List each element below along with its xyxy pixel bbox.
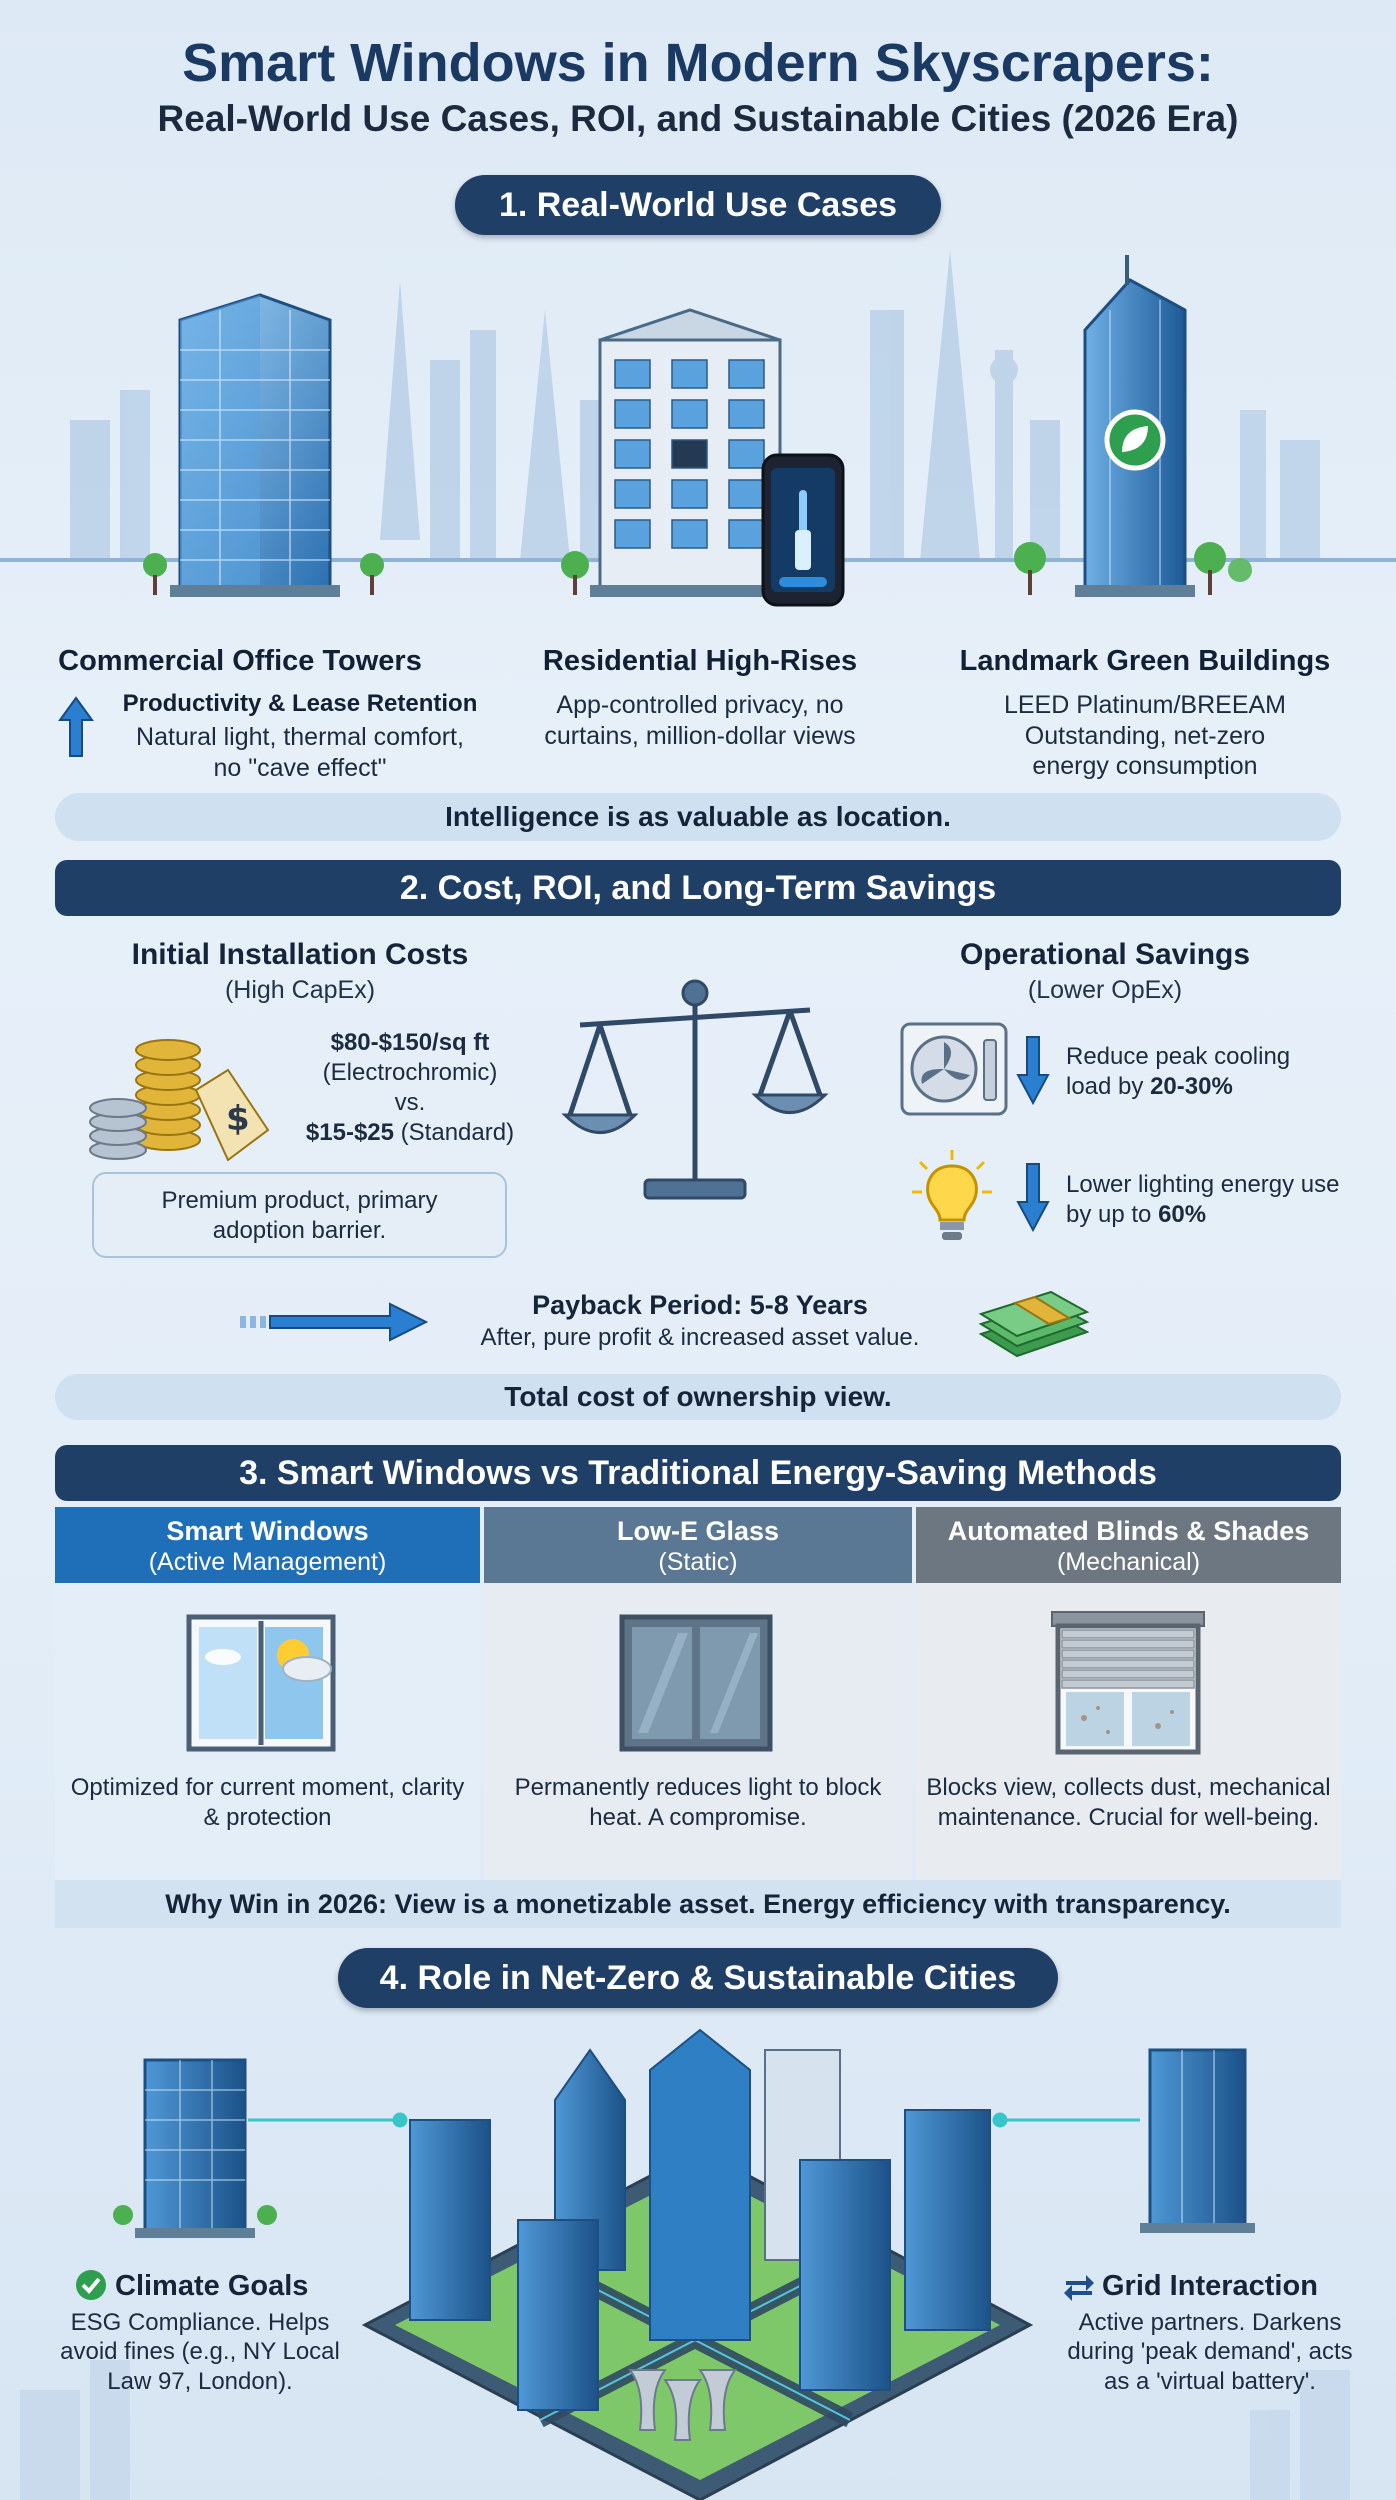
- section2-heading: 2. Cost, ROI, and Long-Term Savings: [55, 860, 1341, 916]
- use-case-residential-text: App-controlled privacy, no curtains, million-dollar views: [544, 691, 856, 750]
- price-standard-note: (Standard): [400, 1119, 515, 1146]
- smart-city-illustration: [0, 2010, 1396, 2500]
- operational-savings-title: Operational Savings: [959, 938, 1251, 971]
- grid-interaction-title: Grid Interaction: [1102, 2270, 1318, 2302]
- col-low-e-sub: (Static): [658, 1548, 738, 1577]
- col-smart-windows-cell: [55, 1583, 480, 1887]
- cooling-savings-text: Reduce peak cooling load by: [1066, 1043, 1291, 1100]
- exchange-arrows-icon: [1062, 2272, 1096, 2302]
- arrow-up-icon: [58, 696, 94, 758]
- section1-heading: 1. Real-World Use Cases: [455, 175, 941, 235]
- adoption-barrier-text: Premium product, primary adoption barrier.: [161, 1187, 438, 1244]
- page-title: Smart Windows in Modern Skyscrapers:: [182, 33, 1214, 93]
- col-blinds-text: Blocks view, collects dust, mechanical maintenance. Crucial for well-being.: [926, 1774, 1331, 1831]
- left-building-icon: [113, 2060, 277, 2238]
- section3-banner: Why Win in 2026: View is a monetizable asset. Energy efficiency with transparency.: [55, 1880, 1341, 1928]
- coins-price-tag-icon: [78, 1020, 278, 1170]
- arrow-right-icon: [240, 1300, 430, 1344]
- smart-window-icon: [185, 1613, 345, 1753]
- use-case-residential-title: Residential High-Rises: [542, 645, 858, 677]
- arrow-down-icon: [1016, 1162, 1050, 1232]
- col-low-e-cell: [484, 1583, 912, 1887]
- operational-savings-sub: (Lower OpEx): [1027, 976, 1183, 1004]
- svg-text:$: $: [226, 1099, 250, 1139]
- lighting-savings: [1066, 1170, 1346, 1230]
- use-case-office-title: Commercial Office Towers: [58, 645, 422, 677]
- use-case-office-text: Natural light, thermal comfort, no "cave effect": [136, 723, 464, 782]
- cash-stack-icon: [975, 1282, 1093, 1362]
- checkmark-icon: [74, 2268, 108, 2302]
- initial-costs-sub: (High CapEx): [224, 976, 376, 1004]
- light-bulb-icon: [910, 1148, 994, 1248]
- office-tower-icon: [143, 295, 384, 597]
- section2-banner: Total cost of ownership view.: [55, 1374, 1341, 1420]
- grid-interaction-text: Active partners. Darkens during 'peak demand', acts as a 'virtual battery'.: [1067, 2309, 1353, 2395]
- col-smart-windows-text: Optimized for current moment, clarity & protection: [70, 1774, 465, 1831]
- air-conditioner-icon: [898, 1020, 1010, 1120]
- window-blinds-icon: [1048, 1608, 1208, 1758]
- smartphone-app-icon: [763, 455, 843, 605]
- low-e-glass-icon: [618, 1613, 778, 1753]
- price-smart: $80-$150/sq ft: [330, 1029, 490, 1056]
- cooling-savings: [1066, 1042, 1336, 1102]
- right-building-icon: [1140, 2050, 1255, 2233]
- lighting-savings-value: 60%: [1158, 1201, 1207, 1228]
- section4-heading: 4. Role in Net-Zero & Sustainable Cities: [338, 1948, 1058, 2008]
- col-low-e-title: Low-E Glass: [616, 1516, 780, 1546]
- col-smart-windows-header: [55, 1507, 480, 1583]
- col-low-e-header: [484, 1507, 912, 1583]
- col-blinds-sub: (Mechanical): [1056, 1548, 1201, 1577]
- comparison-table: [55, 1507, 1341, 1887]
- col-blinds-cell: [916, 1583, 1341, 1887]
- cooling-savings-value: 20-30%: [1150, 1073, 1233, 1100]
- climate-goals-title: Climate Goals: [115, 2270, 309, 2302]
- price-smart-note: (Electrochromic): [322, 1059, 498, 1086]
- adoption-barrier-callout: [92, 1172, 507, 1258]
- col-smart-windows-sub: (Active Management): [148, 1548, 387, 1577]
- climate-goals-text: ESG Compliance. Helps avoid fines (e.g., NY Local Law 97, London).: [60, 2309, 340, 2395]
- col-blinds-title: Automated Blinds & Shades: [947, 1516, 1310, 1546]
- city-skyline-illustration: [0, 240, 1396, 635]
- use-case-green-text: LEED Platinum/BREEAM Outstanding, net-zero energy consumption: [1003, 691, 1287, 780]
- section1-banner: Intelligence is as valuable as location.: [55, 793, 1341, 841]
- initial-costs-title: Initial Installation Costs: [131, 938, 469, 971]
- power-plant-icon: [630, 2370, 735, 2440]
- price-vs: vs.: [394, 1089, 426, 1116]
- payback-text: After, pure profit & increased asset value.: [480, 1324, 920, 1351]
- use-case-green-title: Landmark Green Buildings: [959, 645, 1331, 677]
- col-blinds-header: [916, 1507, 1341, 1583]
- use-case-office-subtitle: Productivity & Lease Retention: [122, 690, 478, 717]
- balance-scale-icon: [560, 965, 830, 1215]
- page-subtitle: Real-World Use Cases, ROI, and Sustainable Cities (2026 Era): [157, 98, 1239, 139]
- price-standard: $15-$25: [305, 1119, 394, 1146]
- lighting-savings-text: Lower lighting energy use by up to: [1066, 1171, 1340, 1228]
- col-low-e-text: Permanently reduces light to block heat. A compromise.: [514, 1774, 882, 1831]
- payback-title: Payback Period: 5-8 Years: [532, 1290, 868, 1320]
- arrow-down-icon: [1016, 1035, 1050, 1105]
- col-smart-windows-title: Smart Windows: [166, 1516, 369, 1546]
- section3-heading: 3. Smart Windows vs Traditional Energy-Saving Methods: [55, 1445, 1341, 1501]
